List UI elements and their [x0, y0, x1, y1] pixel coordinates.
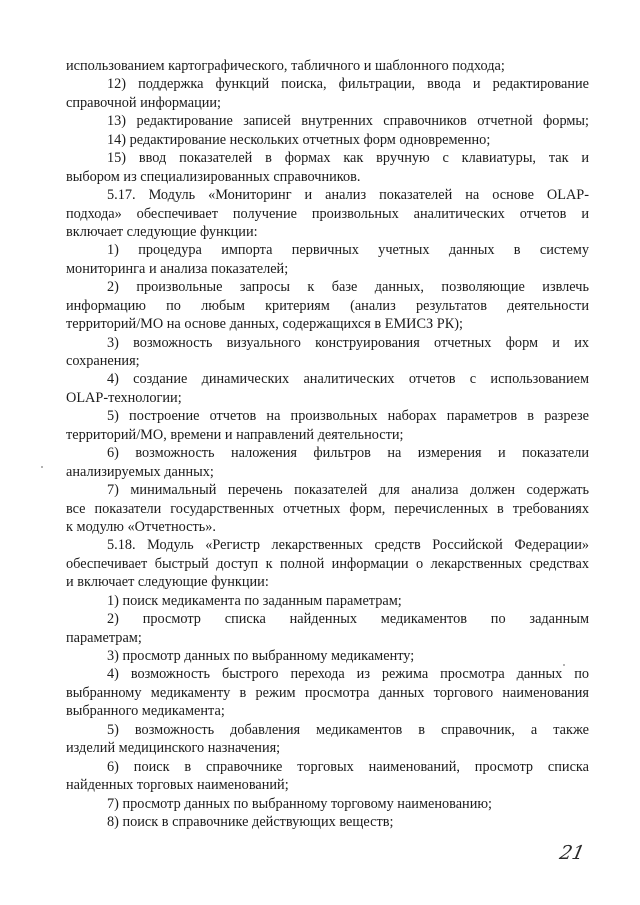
text-line: территорий/МО, времени и направлений деятельности;	[66, 426, 404, 443]
text-line: 5) возможность добавления медикаментов в справочник, а также	[107, 721, 589, 738]
text-line: обеспечивает быстрый доступ к полной информации о лекарственных средствах	[66, 555, 589, 572]
text-line: все показатели государственных отчетных форм, перечисленных в требованиях	[66, 500, 589, 517]
text-line: сохранения;	[66, 353, 140, 369]
text-line: 14) редактирование нескольких отчетных форм одновременно;	[107, 131, 491, 148]
scan-speck	[563, 664, 565, 666]
text-line: 13) редактирование записей внутренних справочников отчетной формы;	[107, 113, 589, 130]
scan-speck	[41, 466, 43, 468]
text-line: использованием картографического, табличного и шаблонного подхода;	[66, 58, 505, 74]
text-line: 1) процедура импорта первичных учетных данных в систему	[107, 242, 589, 259]
page-number: 21	[557, 842, 587, 864]
text-line: 5.18. Модуль «Регистр лекарственных средств Российской Федерации»	[107, 537, 589, 554]
text-line: и включает следующие функции:	[66, 574, 269, 591]
text-line: изделий медицинского назначения;	[66, 740, 281, 757]
text-line: параметрам;	[66, 629, 142, 646]
text-line: 6) поиск в справочнике торговых наименований, просмотр списка	[107, 758, 589, 775]
text-line: 7) минимальный перечень показателей для анализа должен содержать	[107, 482, 589, 499]
text-line: 3) возможность визуального конструирования отчетных форм и их	[107, 334, 589, 351]
text-line: включает следующие функции:	[66, 223, 258, 240]
text-line: выбранного медикамента;	[66, 703, 225, 720]
text-line: выбранному медикаменту в режим просмотра данных торгового наименования	[66, 684, 589, 701]
text-line: найденных торговых наименований;	[66, 777, 289, 794]
text-line: 2) произвольные запросы к базе данных, позволяющие извлечь	[107, 279, 589, 296]
document-body	[66, 57, 589, 831]
text-line: 5.17. Модуль «Мониторинг и анализ показателей на основе OLAP-	[107, 187, 589, 204]
text-line: 6) возможность наложения фильтров на измерения и показатели	[107, 445, 589, 462]
text-line: выбором из специализированных справочников.	[66, 168, 361, 185]
text-line: 4) создание динамических аналитических отчетов с использованием	[107, 371, 589, 388]
text-line: 15) ввод показателей в формах как вручную с клавиатуры, так и	[107, 150, 589, 167]
text-line: справочной информации;	[66, 94, 222, 111]
text-line: 5) построение отчетов на произвольных наборах параметров в разрезе	[107, 408, 589, 425]
text-line: 4) возможность быстрого перехода из режима просмотра данных по	[107, 666, 589, 683]
text-line: 1) поиск медикамента по заданным параметрам;	[107, 592, 402, 609]
text-line: 12) поддержка функций поиска, фильтрации, ввода и редактирование	[107, 76, 589, 93]
text-line: 3) просмотр данных по выбранному медикаменту;	[107, 648, 415, 664]
text-line: территорий/МО на основе данных, содержащихся в ЕМИСЗ РК);	[66, 316, 463, 333]
text-line: OLAP-технологии;	[66, 389, 182, 406]
text-line: информацию по любым критериям (анализ результатов деятельности	[66, 297, 589, 314]
text-line: 2) просмотр списка найденных медикаментов по заданным	[107, 611, 589, 628]
text-line: к модулю «Отчетность».	[66, 518, 216, 535]
text-line: 7) просмотр данных по выбранному торговому наименованию;	[107, 795, 492, 812]
text-line: подхода» обеспечивает получение произвольных аналитических отчетов и	[66, 205, 589, 222]
text-line: мониторинга и анализа показателей;	[66, 260, 289, 277]
text-line: анализируемых данных;	[66, 463, 214, 480]
text-line: 8) поиск в справочнике действующих веществ;	[107, 813, 394, 830]
